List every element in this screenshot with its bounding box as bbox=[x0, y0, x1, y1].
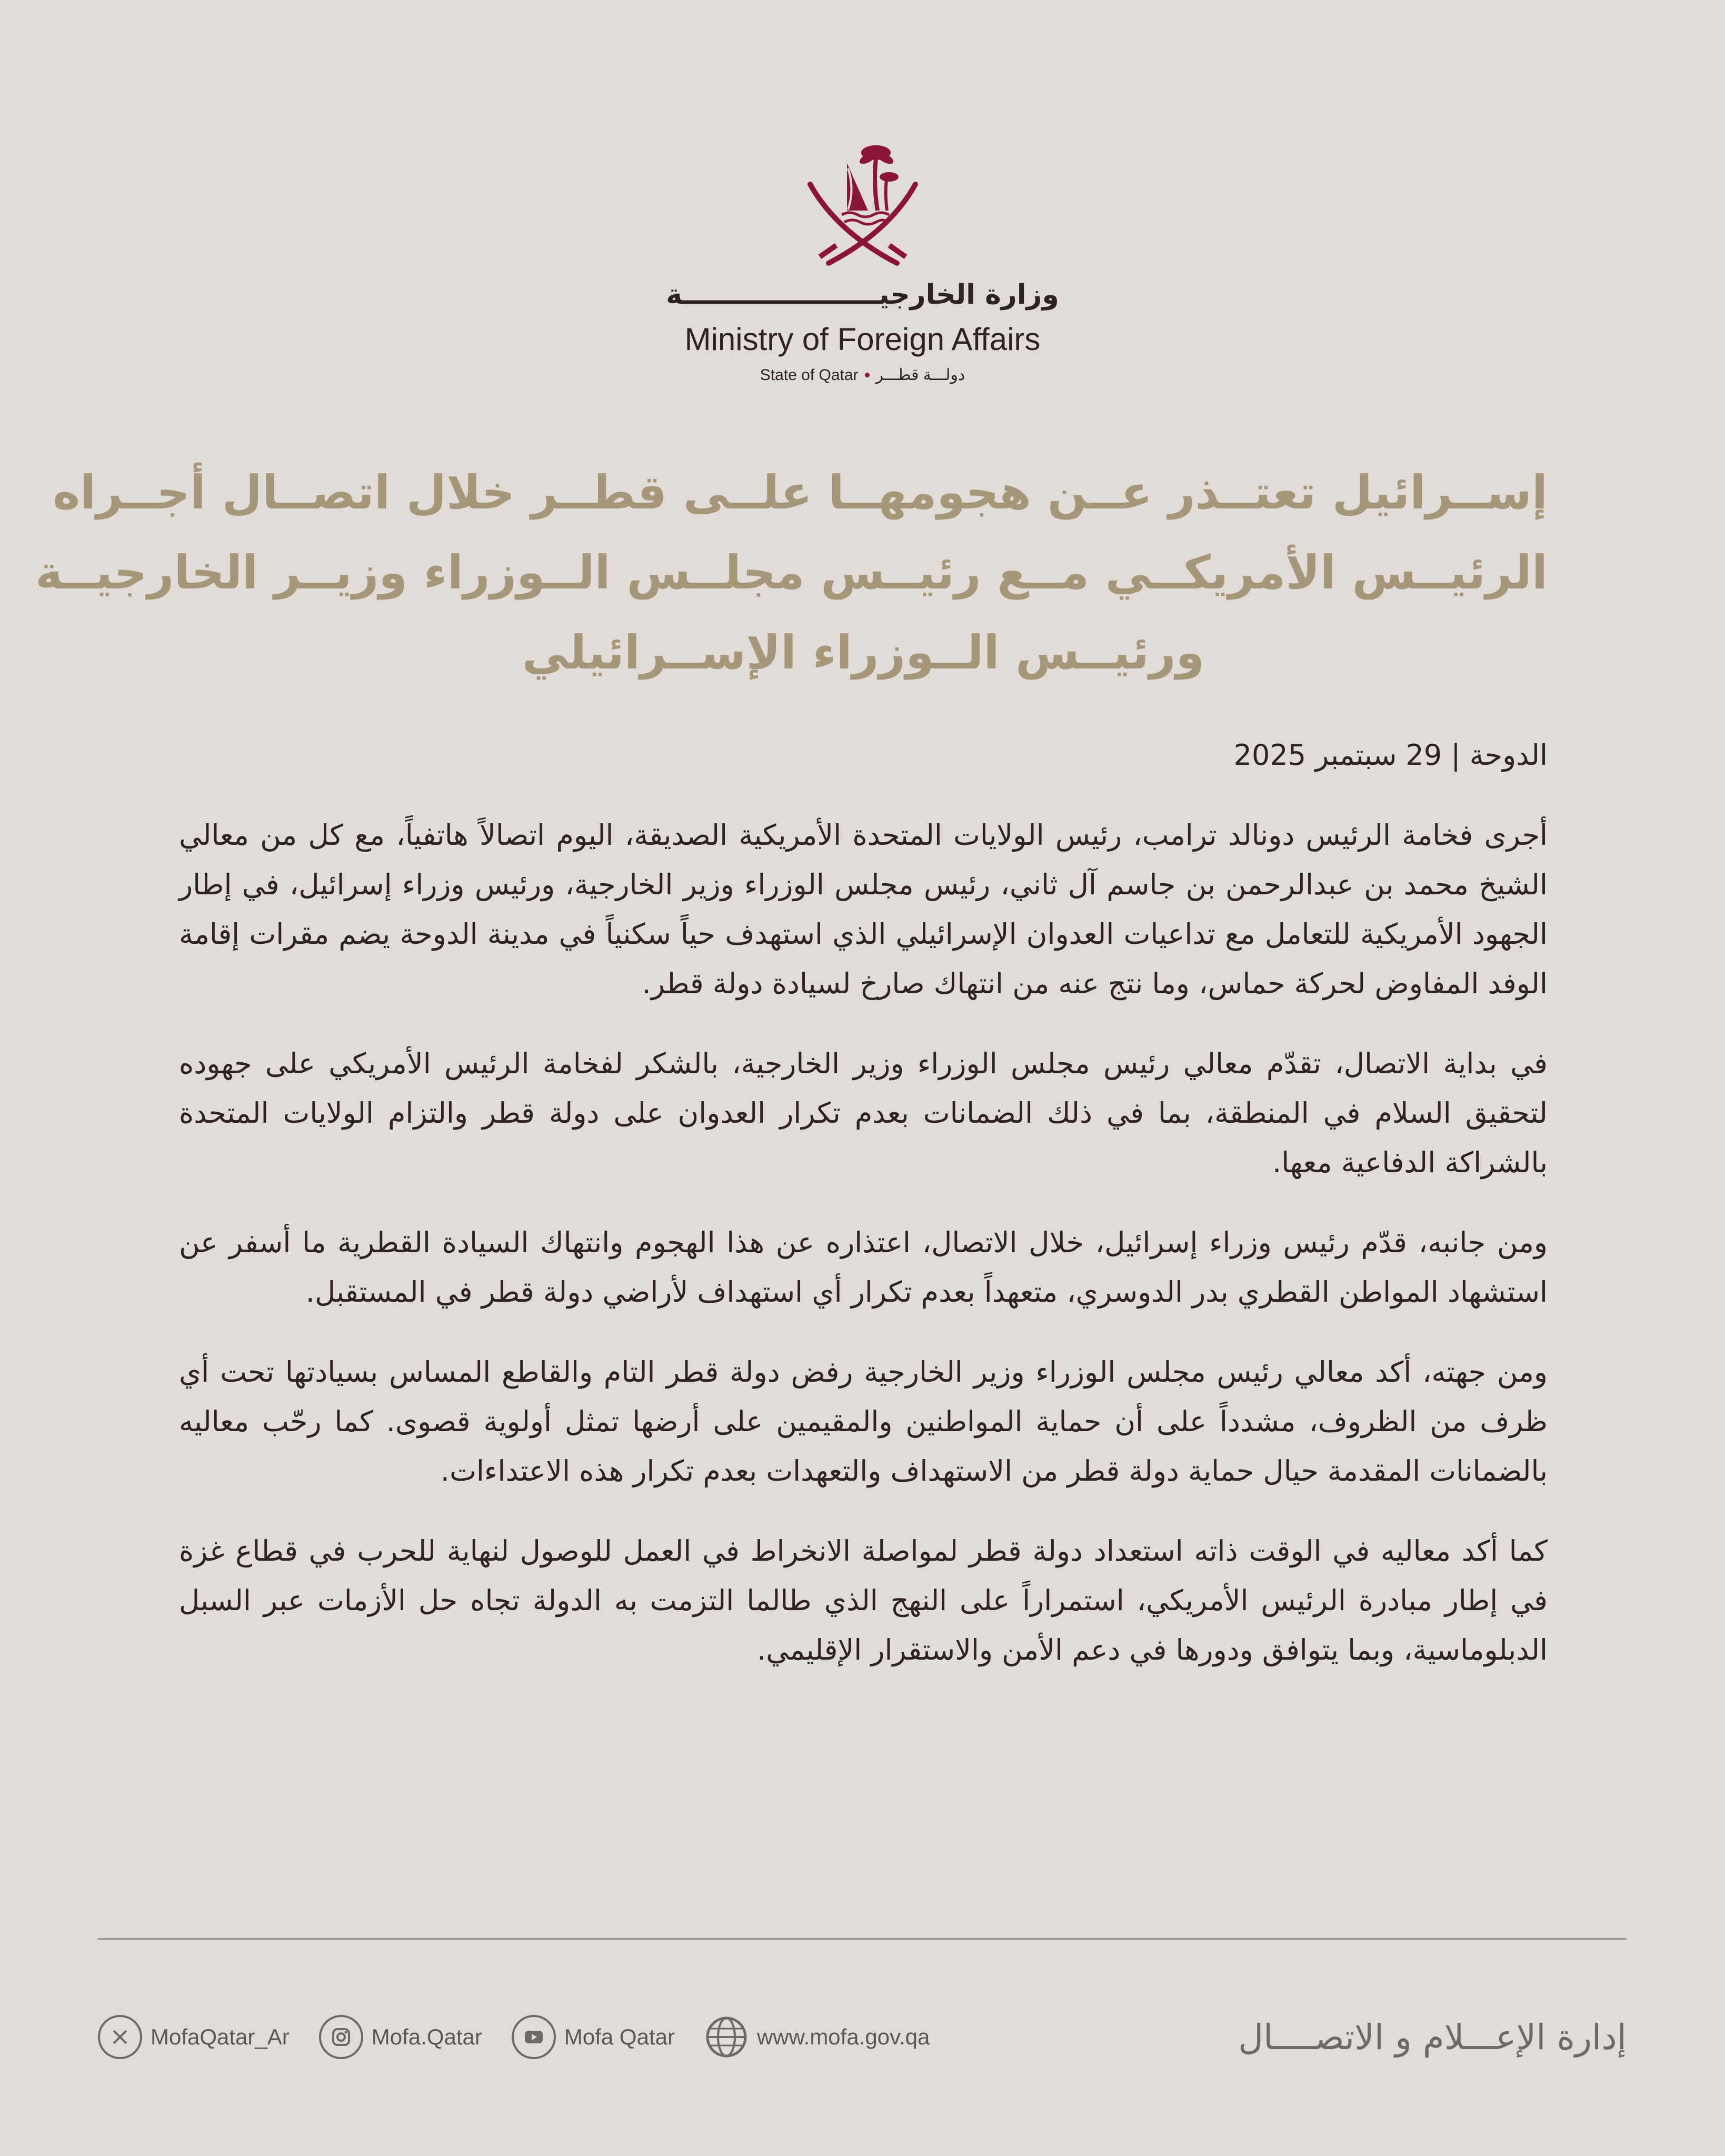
emblem bbox=[0, 132, 1725, 274]
paragraph: ومن جهته، أكد معالي رئيس مجلس الوزراء وزير الخارجية رفض دولة قطر التام والقاطع المساس بسيادتها تحت أي ظرف من الظروف، مشدداً على أن حماية المواطنين والمقيمين على أرضها تمثل أولوية قصوى. كما رحّب معاليه بالضمانات المقدمة حيال حماية دولة قطر من الاستهداف والتعهدات بعدم تكرار هذه الاعتداءات. bbox=[179, 1355, 1548, 1488]
headline bbox=[35, 453, 1548, 693]
department-name: إدارة الإعـــلام و الاتصــــال bbox=[1238, 2017, 1627, 2058]
social-link-youtube[interactable] bbox=[512, 2015, 675, 2059]
youtube-icon bbox=[512, 2015, 556, 2059]
social-link-website[interactable] bbox=[704, 2015, 930, 2059]
state-line bbox=[0, 366, 1725, 384]
globe-icon bbox=[704, 2015, 749, 2059]
headline-line: ورئيــس الــوزراء الإســرائيلي bbox=[522, 625, 1205, 680]
footer-divider bbox=[98, 1938, 1627, 1940]
headline-line: الرئيــس الأمريكــي مــع رئيــس مجلــس الــوزراء وزيــر الخارجيــة bbox=[35, 545, 1548, 600]
state-name-english: State of Qatar bbox=[760, 366, 859, 384]
social-label: MofaQatar_Ar bbox=[151, 2024, 290, 2049]
state-name-arabic: دولـــة قطـــر bbox=[875, 366, 965, 384]
social-links bbox=[98, 2015, 930, 2059]
qatar-emblem-icon bbox=[789, 132, 936, 274]
ministry-name-arabic: وزارة الخارجيـــــــــــــــــــــة bbox=[666, 279, 1059, 311]
paragraph: كما أكد معاليه في الوقت ذاته استعداد دولة قطر لمواصلة الانخراط في العمل للوصول لنهاية للحرب في قطاع غزة في إطار مبادرة الرئيس الأمريكي، استمراراً على النهج الذي طالما التزمت به الدولة تجاه حل الأزمات عبر السبل الدبلوماسية، وبما يتوافق ودورها في دعم الأمن والاستقرار الإقليمي. bbox=[179, 1534, 1548, 1666]
separator-dot-icon bbox=[865, 373, 870, 377]
social-label: www.mofa.gov.qa bbox=[756, 2024, 930, 2049]
social-label: Mofa Qatar bbox=[564, 2024, 675, 2049]
social-link-instagram[interactable] bbox=[319, 2015, 482, 2059]
dateline: الدوحة | 29 سبتمبر 2025 bbox=[1233, 738, 1548, 772]
social-link-x[interactable] bbox=[98, 2015, 290, 2059]
paragraph: في بداية الاتصال، تقدّم معالي رئيس مجلس الوزراء وزير الخارجية، بالشكر لفخامة الرئيس الأمريكي على جهوده لتحقيق السلام في المنطقة، بما في ذلك الضمانات بعدم تكرار العدوان على دولة قطر والتزام الولايات المتحدة بالشراكة الدفاعية معها. bbox=[179, 1047, 1548, 1179]
footer bbox=[98, 2011, 1627, 2063]
social-label: Mofa.Qatar bbox=[371, 2024, 482, 2049]
paragraph: أجرى فخامة الرئيس دونالد ترامب، رئيس الولايات المتحدة الأمريكية الصديقة، اليوم اتصالاً هاتفياً، مع كل من معالي الشيخ محمد بن عبدالرحمن بن جاسم آل ثاني، رئيس مجلس الوزراء وزير الخارجية، ورئيس وزراء إسرائيل، في إطار الجهود الأمريكية للتعامل مع تداعيات العدوان الإسرائيلي الذي استهدف حياً سكنياً في مدينة الدوحة يضم مقرات إقامة الوفد المفاوض لحركة حماس، وما نتج عنه من انتهاك صارخ لسيادة دولة قطر. bbox=[179, 819, 1548, 1000]
x-icon bbox=[98, 2015, 142, 2059]
paragraph: ومن جانبه، قدّم رئيس وزراء إسرائيل، خلال الاتصال، اعتذاره عن هذا الهجوم وانتهاك السيادة القطرية ما أسفر عن استشهاد المواطن القطري بدر الدوسري، متعهداً بعدم تكرار أي استهداف لأراضي دولة قطر في المستقبل. bbox=[179, 1226, 1548, 1309]
headline-line: إســرائيل تعتــذر عــن هجومهــا علــى قطــر خلال اتصــال أجــراه bbox=[53, 465, 1548, 520]
ministry-name-english: Ministry of Foreign Affairs bbox=[684, 322, 1041, 357]
press-release-body bbox=[179, 731, 1548, 1705]
instagram-icon bbox=[319, 2015, 363, 2059]
